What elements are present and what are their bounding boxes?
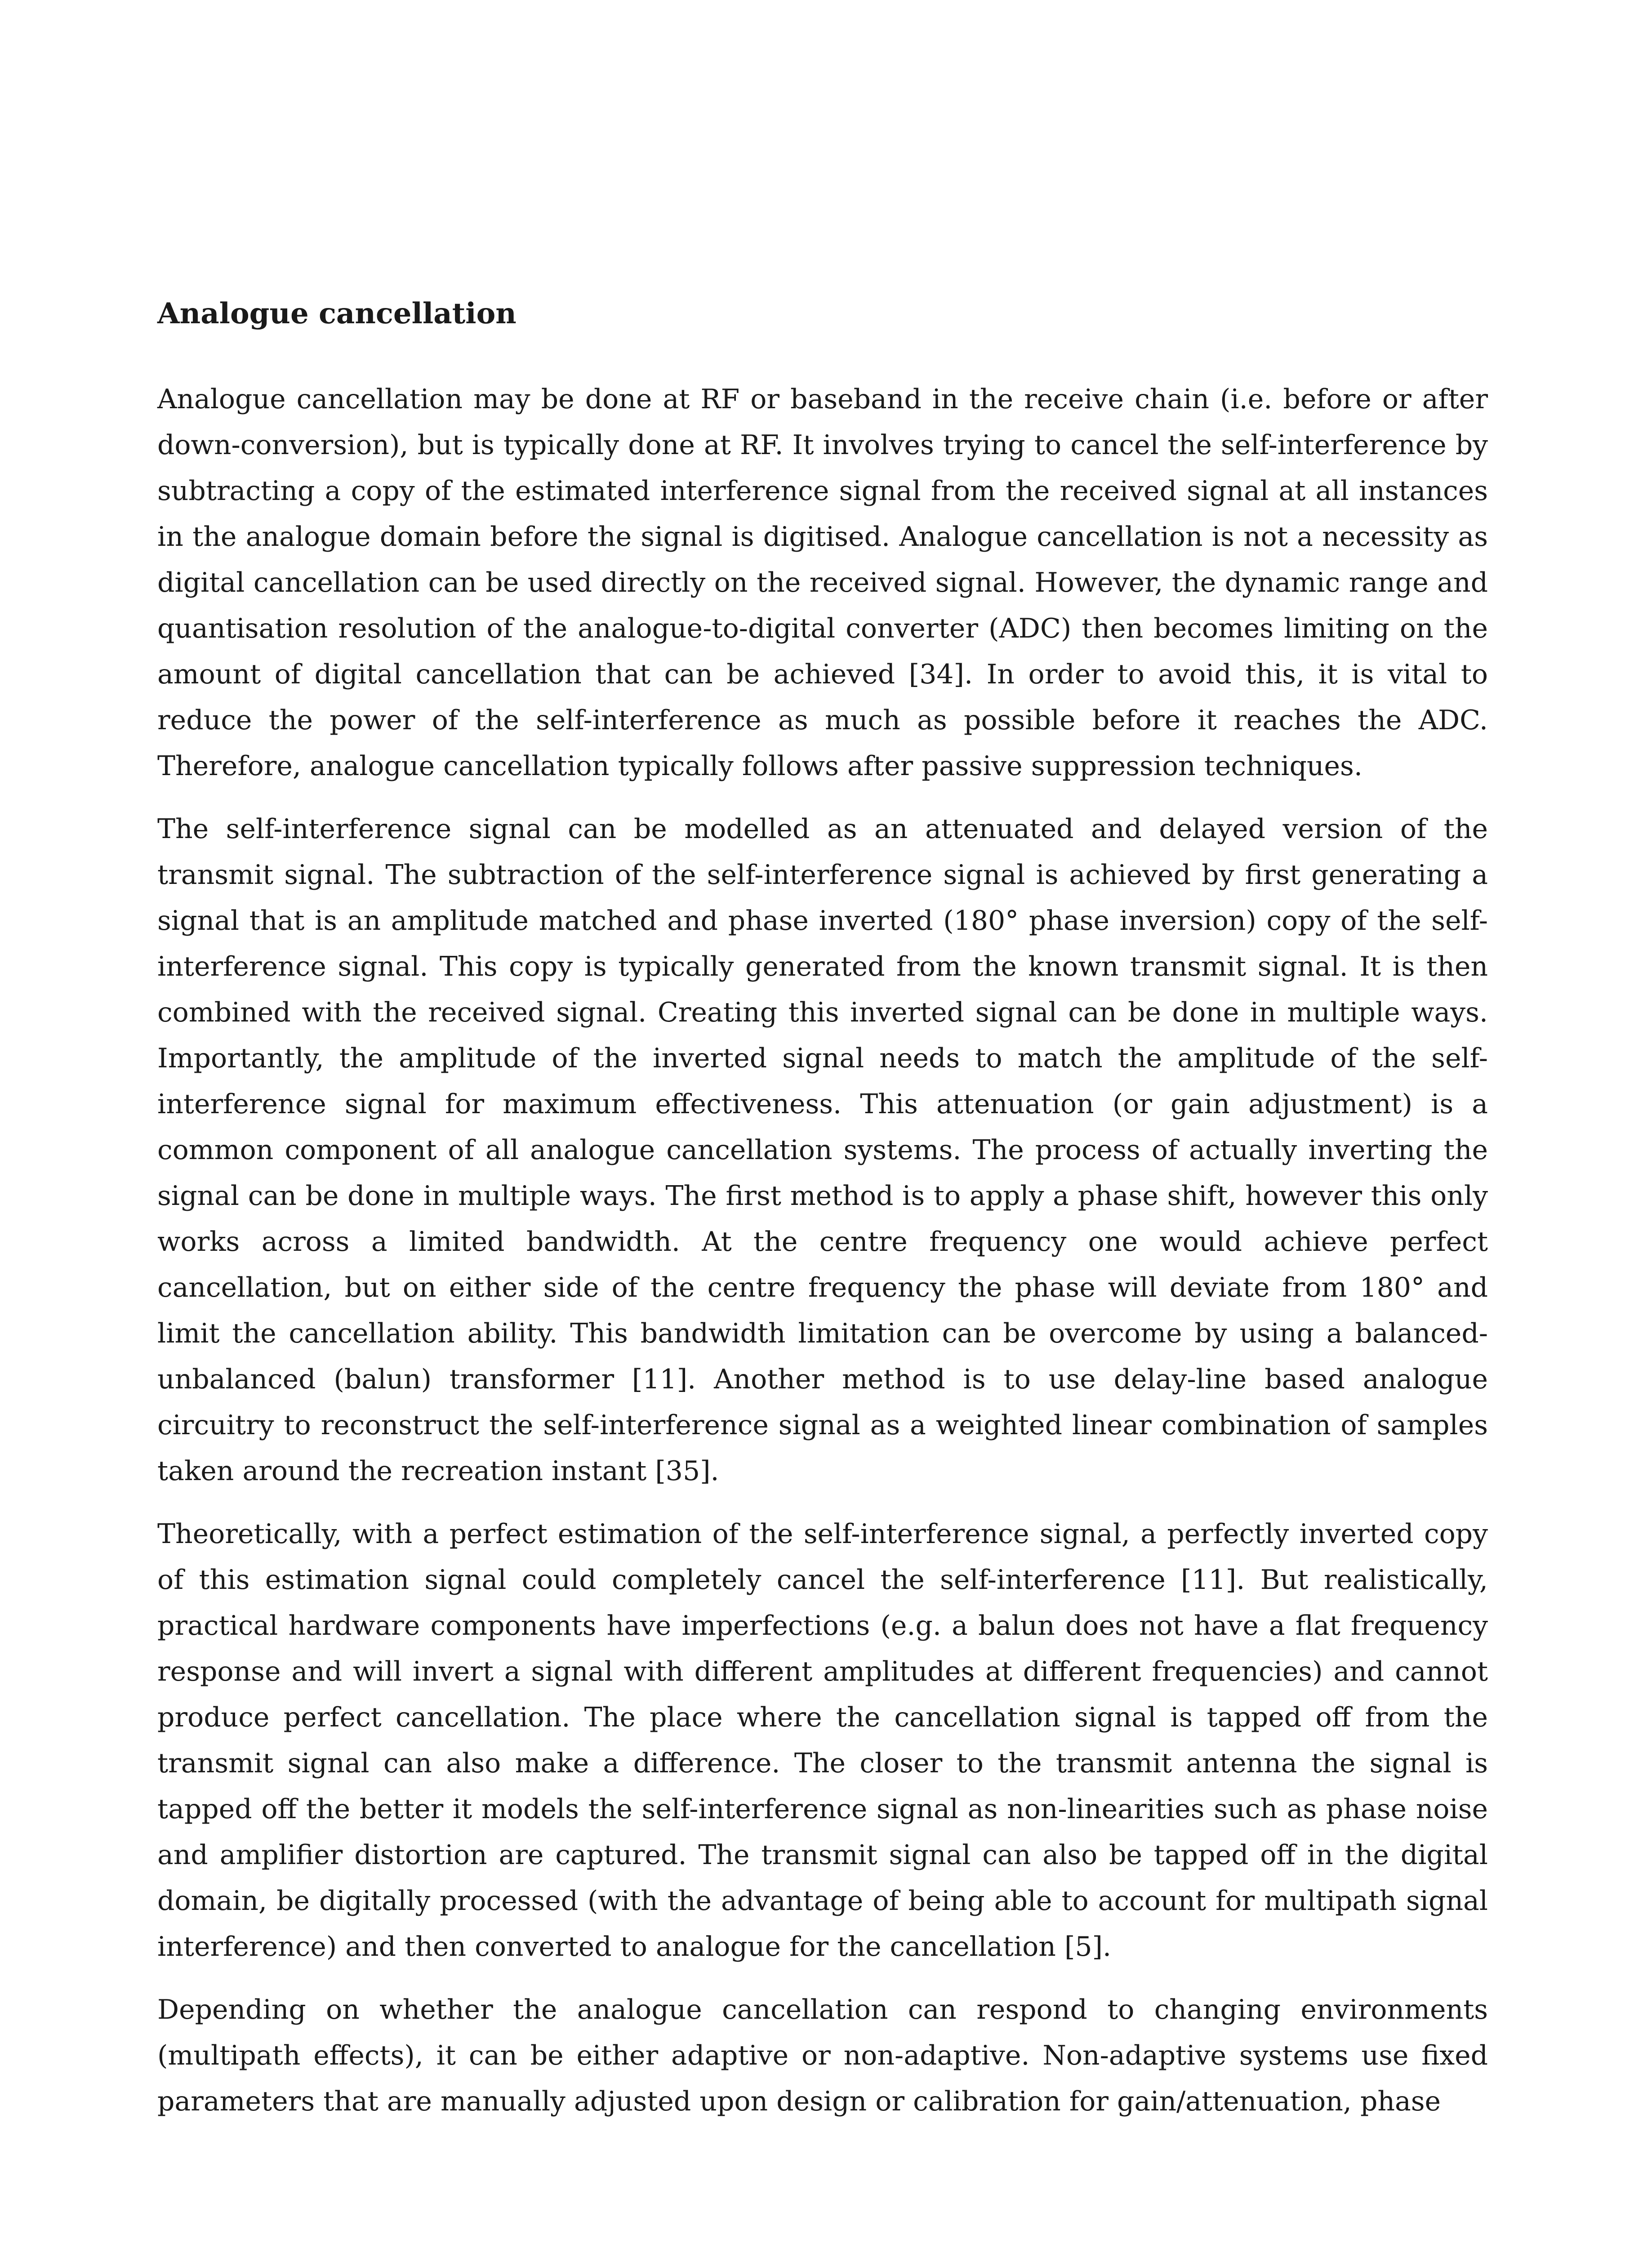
page-body <box>157 297 1488 2141</box>
paragraph-3: Theoretically, with a perfect estimation of the self-interference signal, a perfectly inverted copy of this estimation signal could completely cancel the self-interference [11]. But realistically, practical hardware components have imperfections (e.g. a balun does not have a flat frequency response and will invert a signal with different amplitudes at different frequencies) and cannot produce perfect cancellation. The place where the cancellation signal is tapped off from the transmit signal can also make a difference. The closer to the transmit antenna the signal is tapped off the better it models the self-interference signal as non-linearities such as phase noise and amplifier distortion are captured. The transmit signal can also be tapped off in the digital domain, be digitally processed (with the advantage of being able to account for multipath signal interference) and then converted to analogue for the cancellation [5]. <box>157 1518 1488 1963</box>
paragraph-1: Analogue cancellation may be done at RF or baseband in the receive chain (i.e. before or after down-conversion), but is typically done at RF. It involves trying to cancel the self-interference by subtracting a copy of the estimated interference signal from the received signal at all instances in the analogue domain before the signal is digitised. Analogue cancellation is not a necessity as digital cancellation can be used directly on the received signal. However, the dynamic range and quantisation resolution of the analogue-to-digital converter (ADC) then becomes limiting on the amount of digital cancellation that can be achieved [34]. In order to avoid this, it is vital to reduce the power of the self-interference as much as possible before it reaches the ADC. Therefore, analogue cancellation typically follows after passive suppression techniques. <box>157 383 1488 782</box>
section-heading: Analogue cancellation <box>157 297 517 330</box>
paragraph-4: Depending on whether the analogue cancellation can respond to changing environments (multipath effects), it can be either adaptive or non-adaptive. Non-adaptive systems use fixed parameters that are manually adjusted upon design or calibration for gain/attenuation, phase <box>157 1994 1488 2117</box>
paragraph-2: The self-interference signal can be modelled as an attenuated and delayed version of the transmit signal. The subtraction of the self-interference signal is achieved by first generating a signal that is an amplitude matched and phase inverted (180° phase inversion) copy of the self-interference signal. This copy is typically generated from the known transmit signal. It is then combined with the received signal. Creating this inverted signal can be done in multiple ways. Importantly, the amplitude of the inverted signal needs to match the amplitude of the self-interference signal for maximum effectiveness. This attenuation (or gain adjustment) is a common component of all analogue cancellation systems. The process of actually inverting the signal can be done in multiple ways. The first method is to apply a phase shift, however this only works across a limited bandwidth. At the centre frequency one would achieve perfect cancellation, but on either side of the centre frequency the phase will deviate from 180° and limit the cancellation ability. This bandwidth limitation can be overcome by using a balanced-unbalanced (balun) transformer [11]. Another method is to use delay-line based analogue circuitry to reconstruct the self-interference signal as a weighted linear combination of samples taken around the recreation instant [35]. <box>157 813 1488 1487</box>
